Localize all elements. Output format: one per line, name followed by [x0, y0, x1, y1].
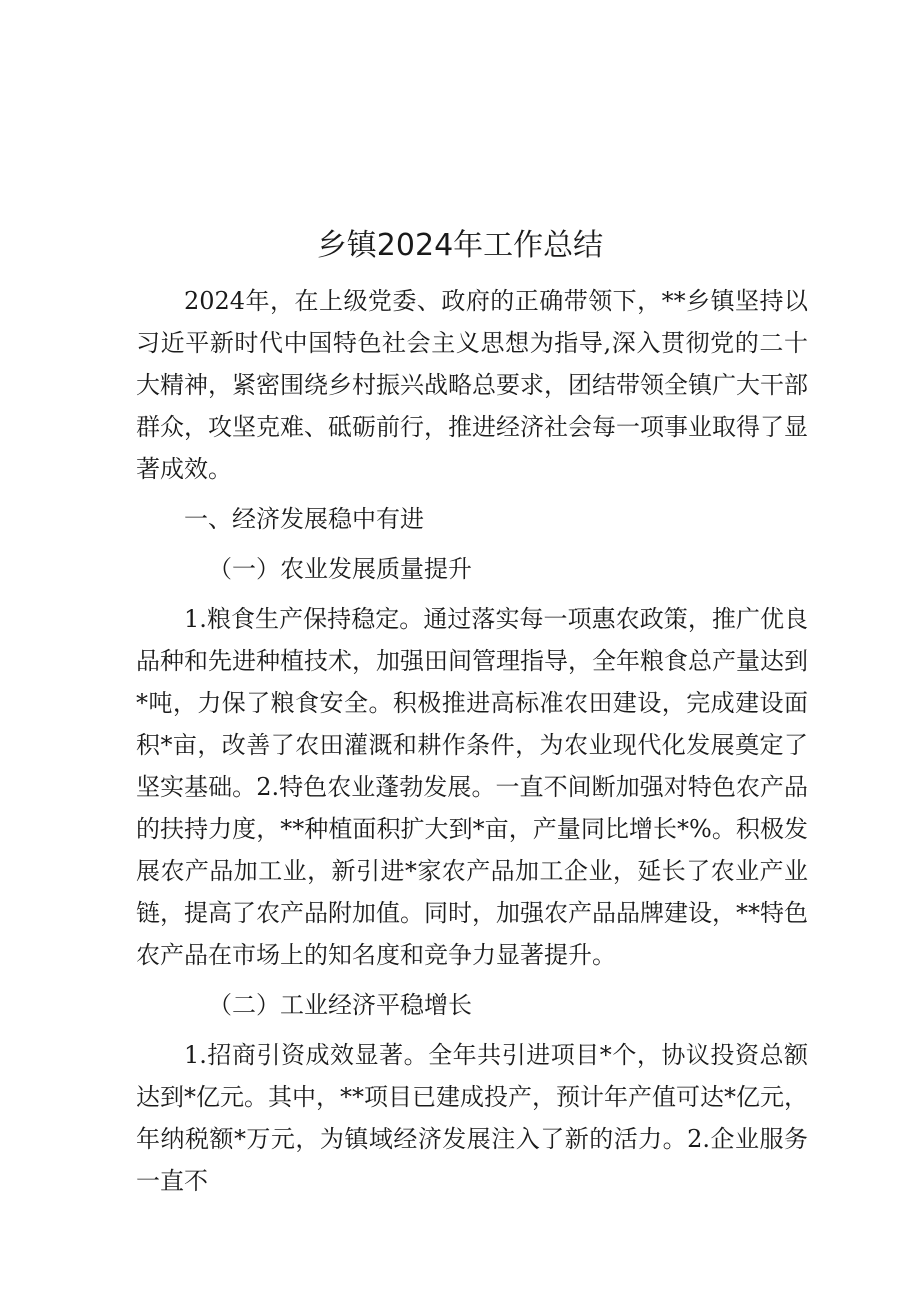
industry-paragraph: 1.招商引资成效显著。全年共引进项目*个，协议投资总额达到*亿元。其中，**项目已建成投产，预计年产值可达*亿元，年纳税额*万元，为镇域经济发展注入了新的活力。2.企业服务一直不 [136, 1041, 808, 1195]
subsection-heading-agriculture: （一）农业发展质量提升 [208, 555, 472, 583]
subsection-heading-industry: （二）工业经济平稳增长 [208, 991, 472, 1019]
agriculture-paragraph: 1.粮食生产保持稳定。通过落实每一项惠农政策，推广优良品种和先进种植技术，加强田间管理指导，全年粮食总产量达到*吨，力保了粮食安全。积极推进高标准农田建设，完成建设面积*亩，改善了农田灌溉和耕作条件，为农业现代化发展奠定了坚实基础。2.特色农业蓬勃发展。一直不间断加强对特色农产品的扶持力度，**种植面积扩大到*亩，产量同比增长*%。积极发展农产品加工业，新引进*家农产品加工企业，延长了农业产业链，提高了农产品附加值。同时，加强农产品品牌建设，**特色农产品在市场上的知名度和竞争力显著提升。 [136, 605, 808, 969]
document-title: 乡镇2024年工作总结 [316, 228, 604, 263]
section-heading-economy: 一、经济发展稳中有进 [184, 505, 424, 533]
document-body [136, 280, 808, 1202]
intro-paragraph: 2024年，在上级党委、政府的正确带领下，**乡镇坚持以习近平新时代中国特色社会主义思想为指导,深入贯彻党的二十大精神，紧密围绕乡村振兴战略总要求，团结带领全镇广大干部群众，攻坚克难、砥砺前行，推进经济社会每一项事业取得了显著成效。 [136, 287, 808, 483]
